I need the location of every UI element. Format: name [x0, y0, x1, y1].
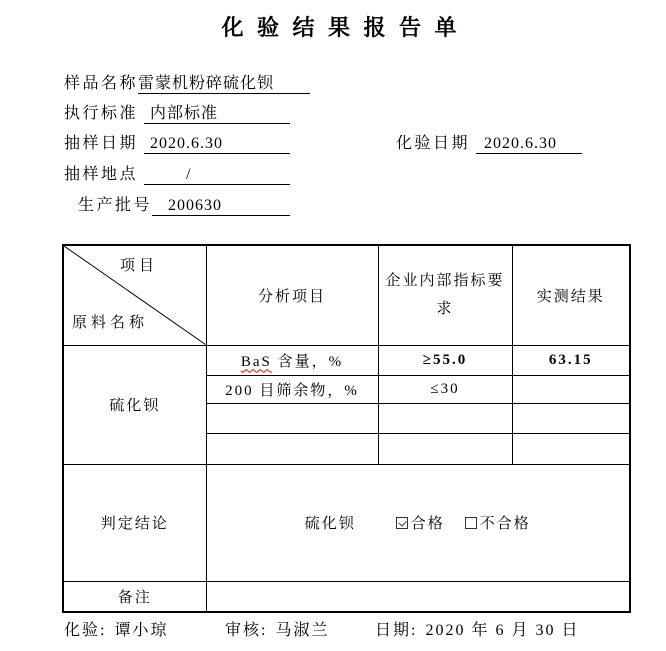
- test-date-value: 2020.6.30: [476, 134, 582, 154]
- check-icon: [398, 518, 406, 526]
- field-sample-name: [64, 74, 310, 94]
- reviewer-label: 审核:: [225, 622, 268, 639]
- field-batch-no: [78, 196, 290, 216]
- sampling-place-label: 抽样地点: [64, 166, 139, 183]
- header-internal-spec: 企业内部指标要求: [378, 245, 512, 345]
- exec-standard-label: 执行标准: [64, 105, 139, 122]
- date-value: 2020 年 6 月 30 日: [425, 622, 580, 639]
- fail-checkbox[interactable]: [465, 517, 477, 529]
- remark-value-cell: [206, 581, 630, 612]
- batch-no-value: 200630: [152, 196, 290, 216]
- tester-signature: [64, 620, 168, 642]
- spec-cell: [378, 403, 512, 433]
- field-sampling-date: [64, 134, 290, 154]
- sampling-place-value: /: [144, 165, 290, 185]
- conclusion-row: [63, 464, 630, 581]
- conclusion-label-cell: 判定结论: [63, 464, 206, 581]
- signature-footer: [0, 620, 666, 642]
- sample-name-value: 雷蒙机粉碎硫化钡: [138, 74, 310, 94]
- field-test-date: [396, 134, 582, 154]
- reviewer-signature: [225, 620, 329, 642]
- remark-row: [63, 581, 630, 612]
- field-exec-standard: [64, 104, 290, 124]
- corner-bottom-left-label: 原料名称: [72, 315, 149, 331]
- conclusion-cell: [206, 464, 630, 581]
- sampling-date-value: 2020.6.30: [144, 134, 290, 154]
- result-cell: [512, 375, 630, 403]
- batch-no-label: 生产批号: [78, 197, 153, 214]
- result-cell: [512, 433, 630, 464]
- analysis-item-cell: 200 目筛余物，%: [206, 375, 378, 403]
- pass-checkbox-label: 合格: [410, 516, 445, 532]
- spec-cell: ≥55.0: [378, 345, 512, 375]
- analysis-item-cell: [206, 403, 378, 433]
- analysis-item-cell: [206, 345, 378, 375]
- test-date-label: 化验日期: [396, 135, 471, 152]
- result-cell: [512, 403, 630, 433]
- date-label: 日期:: [375, 622, 418, 639]
- fail-checkbox-label: 不合格: [479, 516, 531, 532]
- field-sampling-place: [64, 165, 290, 185]
- header-analysis-item: 分析项目: [206, 245, 378, 345]
- pass-checkbox[interactable]: [396, 517, 408, 529]
- sampling-date-label: 抽样日期: [64, 135, 139, 152]
- reviewer-name: 马淑兰: [275, 622, 330, 639]
- fail-option[interactable]: [465, 512, 531, 533]
- exec-standard-value: 内部标准: [144, 104, 290, 124]
- header-measured-result: 实测结果: [512, 245, 630, 345]
- analysis-item-cell: [206, 433, 378, 464]
- analysis-item-word: BaS: [240, 353, 272, 370]
- results-table: [62, 244, 631, 613]
- tester-label: 化验:: [64, 622, 107, 639]
- conclusion-material: 硫化钡: [304, 516, 356, 532]
- result-cell: 63.15: [512, 345, 630, 375]
- remark-label-cell: 备注: [63, 581, 206, 612]
- spec-cell: [378, 433, 512, 464]
- sample-name-label: 样品名称: [64, 75, 139, 92]
- table-header-row: [63, 245, 630, 345]
- table-row: [63, 345, 630, 375]
- spec-cell: ≤30: [378, 375, 512, 403]
- tester-name: 谭小琼: [114, 622, 169, 639]
- corner-top-right-label: 项目: [120, 258, 159, 274]
- corner-cell: [63, 245, 206, 345]
- report-title: 化 验 结 果 报 告 单: [221, 15, 461, 40]
- pass-option[interactable]: [396, 512, 445, 533]
- material-name-cell: 硫化钡: [63, 345, 206, 464]
- analysis-item-rest: 含量，%: [271, 353, 344, 370]
- date-signature: [375, 620, 579, 642]
